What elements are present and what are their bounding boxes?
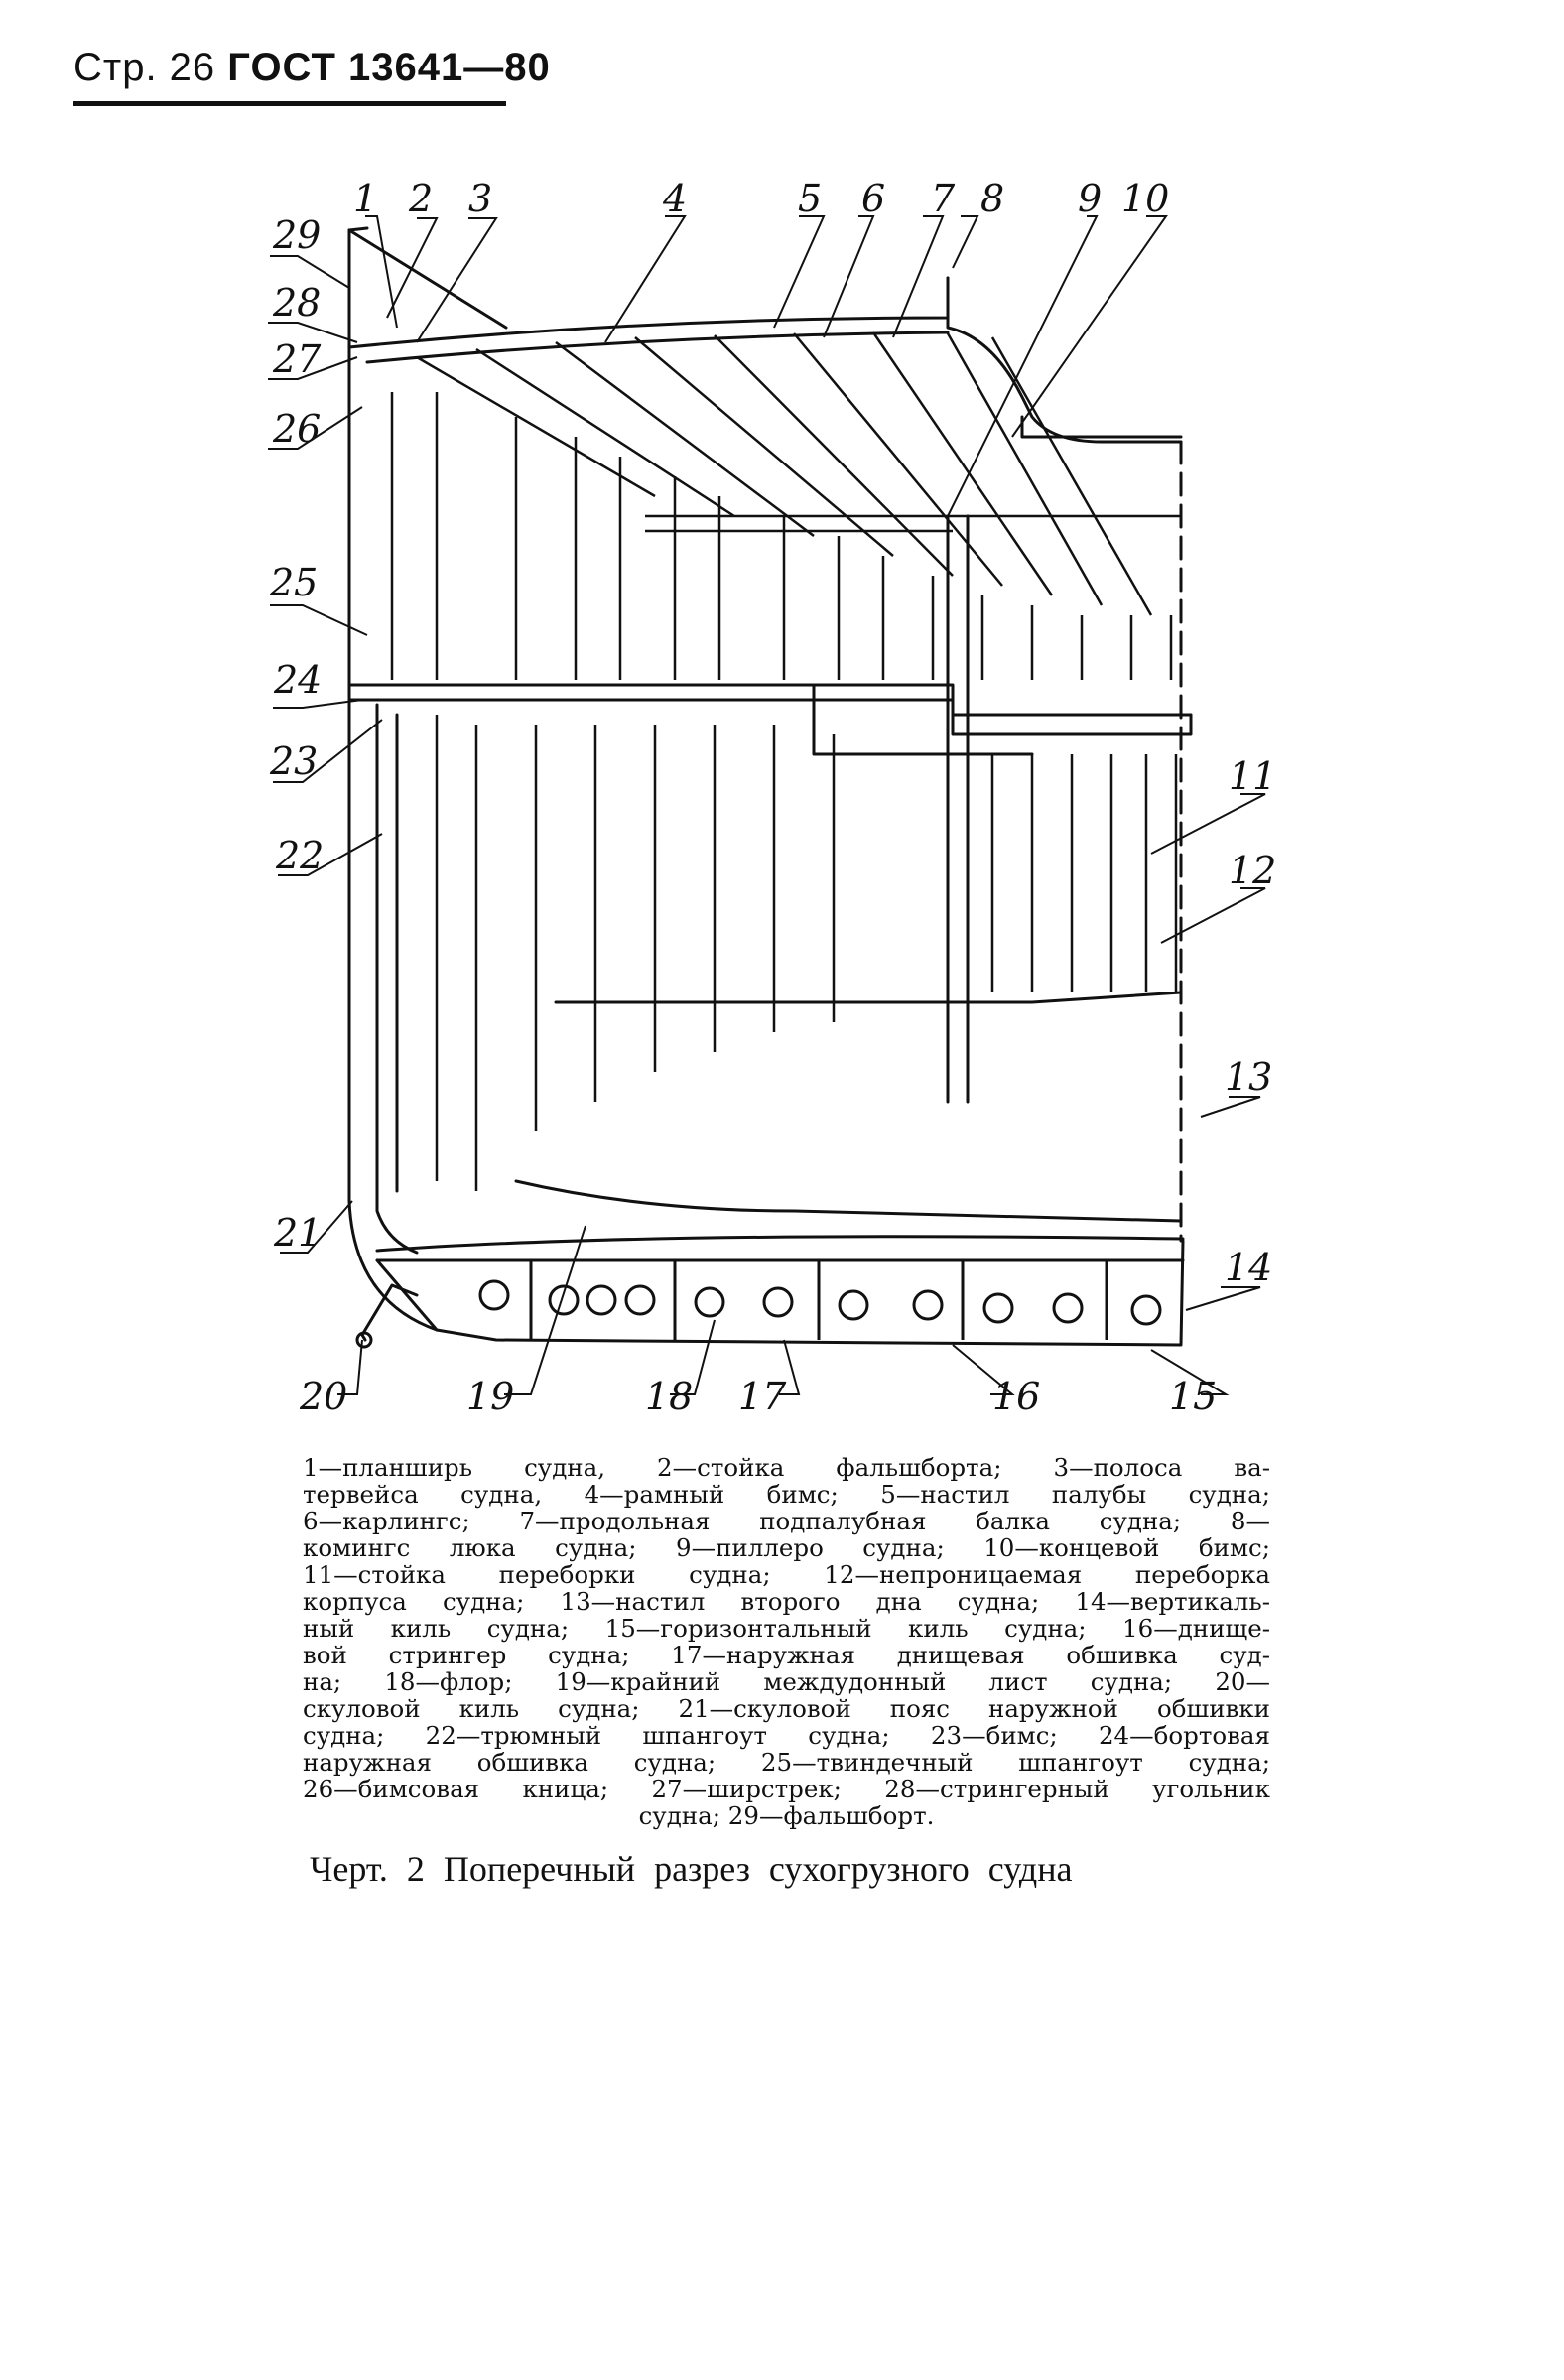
hull-outline	[349, 230, 1183, 1345]
legend-line: скуловой киль судна; 21—скуловой пояс наружной обшивки	[303, 1694, 1270, 1723]
legend-line: ный киль судна; 15—горизонтальный киль судна; 16—днище-	[303, 1614, 1270, 1643]
callout-3: 3	[468, 177, 493, 220]
upper-deck	[349, 278, 948, 347]
tank-top	[556, 992, 1181, 1002]
legend-line: вой стрингер судна; 17—наружная днищевая обшивка суд-	[303, 1641, 1270, 1669]
legend-line: судна; 22—трюмный шпангоут судна; 23—бимс; 24—бортовая	[303, 1721, 1270, 1750]
callout-17: 17	[738, 1375, 787, 1418]
legend-line: судна; 29—фальшборт.	[638, 1801, 935, 1830]
callout-11: 11	[1229, 754, 1277, 798]
page-number: Стр. 26	[73, 46, 216, 89]
callout-14: 14	[1225, 1246, 1273, 1289]
callout-22: 22	[276, 834, 325, 877]
callout-15: 15	[1169, 1375, 1218, 1418]
callout-6: 6	[861, 177, 886, 220]
callout-24: 24	[274, 658, 323, 702]
callout-29: 29	[273, 213, 322, 257]
figure-legend	[303, 1454, 1270, 1829]
legend-line: тервейса судна, 4—рамный бимс; 5—настил палубы судна;	[303, 1480, 1270, 1509]
bulwark	[349, 228, 506, 347]
figure-caption: Черт. 2 Поперечный разрез сухогрузного судна	[310, 1849, 1073, 1889]
callout-28: 28	[273, 281, 322, 325]
callout-27: 27	[273, 337, 322, 381]
callout-16: 16	[992, 1375, 1041, 1418]
callout-1: 1	[353, 177, 378, 220]
legend-line: наружная обшивка судна; 25—твиндечный шпангоут судна;	[303, 1748, 1270, 1777]
callout-2: 2	[409, 177, 434, 220]
legend-line: на; 18—флор; 19—крайний междудонный лист судна; 20—	[303, 1667, 1270, 1696]
callout-8: 8	[980, 177, 1005, 220]
legend-line: 11—стойка переборки судна; 12—непроницаемая переборка	[303, 1560, 1270, 1589]
callout-19: 19	[466, 1375, 515, 1418]
legend-line: 1—планширь судна, 2—стойка фальшборта; 3—полоса ва-	[303, 1453, 1270, 1482]
callout-26: 26	[273, 407, 322, 451]
legend-line: 6—карлингс; 7—продольная подпалубная балка судна; 8—	[303, 1507, 1270, 1535]
callout-13: 13	[1225, 1055, 1273, 1099]
callout-12: 12	[1229, 849, 1277, 892]
hatch-coaming	[948, 278, 1181, 442]
legend-line: корпуса судна; 13—настил второго дна судна; 14—вертикаль-	[303, 1587, 1270, 1616]
legend-line: комингс люка судна; 9—пиллеро судна; 10—концевой бимс;	[303, 1533, 1270, 1562]
callout-4: 4	[663, 177, 688, 220]
callout-7: 7	[931, 177, 956, 220]
legend-line: 26—бимсовая кница; 27—ширстрек; 28—стрингерный угольник	[303, 1775, 1270, 1803]
standard-number: ГОСТ 13641—80	[227, 46, 551, 89]
callout-21: 21	[274, 1211, 323, 1255]
pillar	[948, 516, 968, 1102]
callout-25: 25	[270, 561, 319, 604]
bilge-keel	[362, 1285, 417, 1340]
callout-20: 20	[300, 1375, 348, 1418]
callout-18: 18	[645, 1375, 694, 1418]
callout-5: 5	[798, 177, 823, 220]
callout-10: 10	[1121, 177, 1170, 220]
callout-9: 9	[1078, 177, 1103, 220]
callout-23: 23	[270, 739, 319, 783]
inner-bottom	[516, 1181, 1181, 1221]
